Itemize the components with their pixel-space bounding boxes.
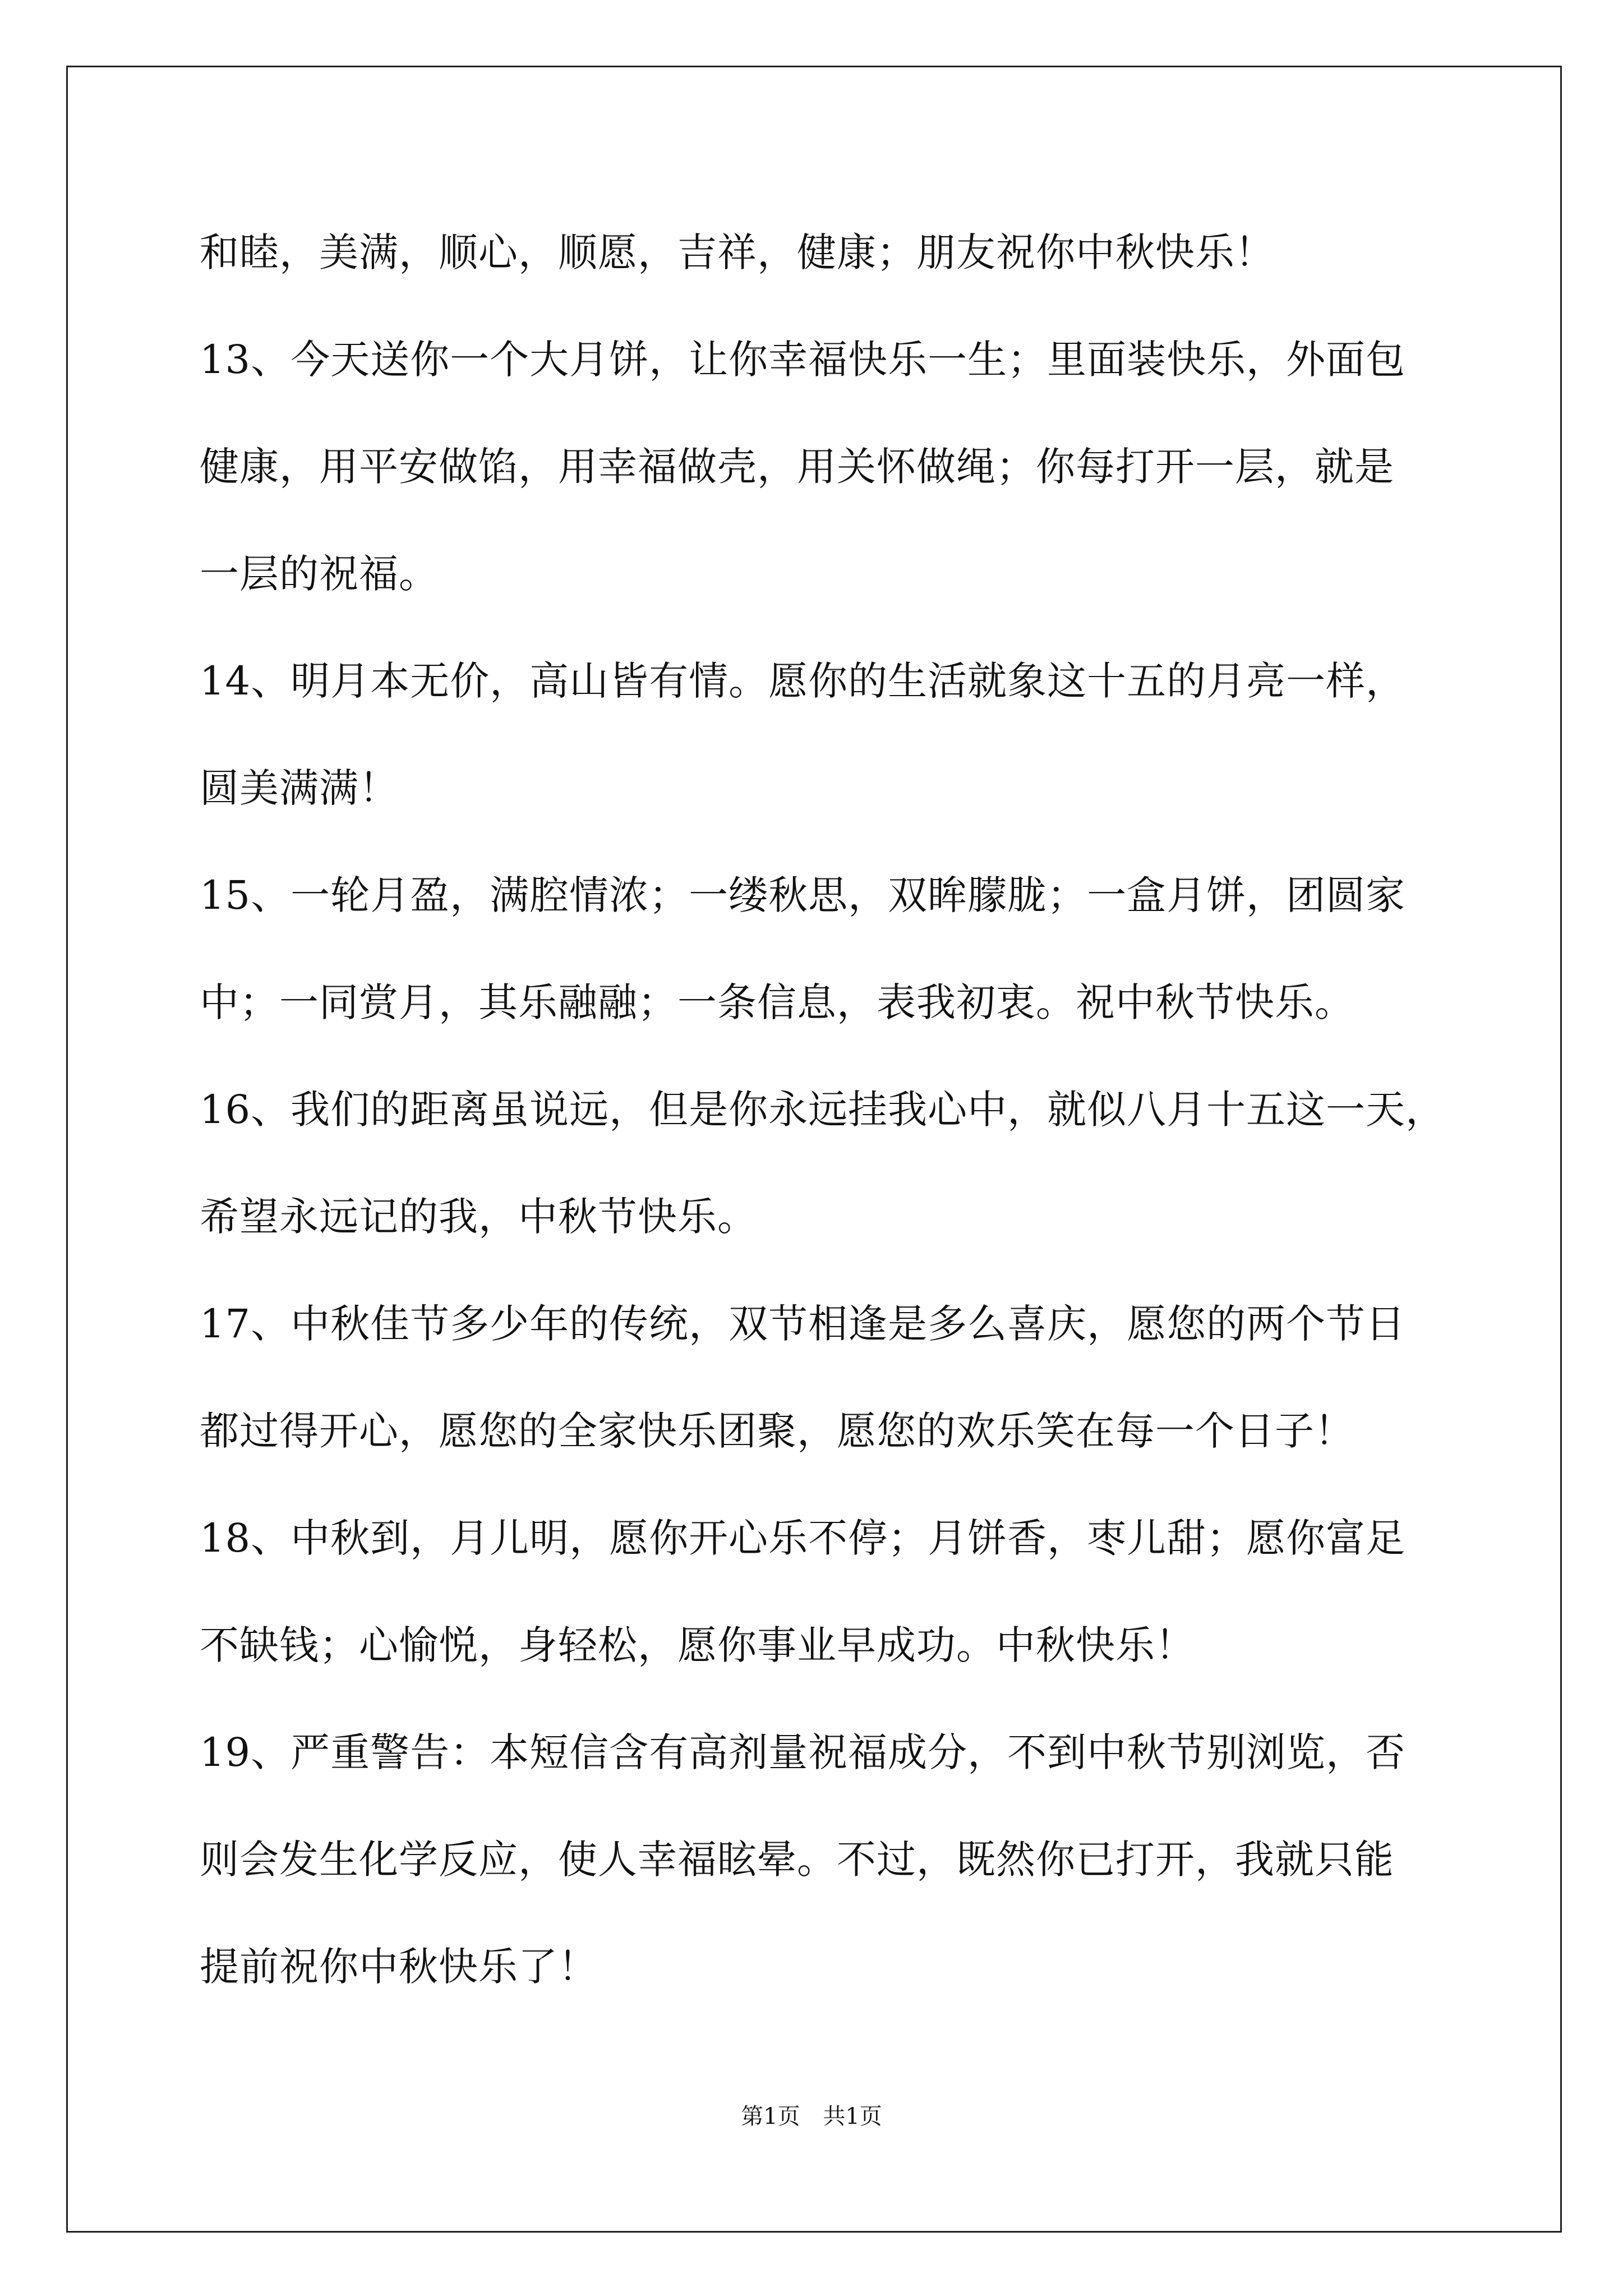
text-line: 中；一同赏月，其乐融融；一条信息，表我初衷。祝中秋节快乐。 [200,979,1354,1025]
text-line: 一层的祝福。 [200,551,439,597]
text-line: 17、中秋佳节多少年的传统，双节相逢是多么喜庆，愿您的两个节日 [200,1301,1406,1347]
text-line: 健康，用平安做馅，用幸福做壳，用关怀做绳；你每打开一层，就是 [200,444,1394,490]
text-line: 19、严重警告：本短信含有高剂量祝福成分，不到中秋节别浏览，否 [200,1729,1406,1775]
text-line: 14、明月本无价，高山皆有情。愿你的生活就象这十五的月亮一样， [200,658,1406,704]
page-count: 共1页 [823,2104,882,2129]
text-line: 和睦，美满，顺心，顺愿，吉祥，健康；朋友祝你中秋快乐！ [200,229,1275,275]
text-line: 圆美满满！ [200,765,399,811]
page-border [66,66,1562,2233]
text-line: 18、中秋到，月儿明，愿你开心乐不停；月饼香，枣儿甜；愿你富足 [200,1515,1406,1561]
text-line: 都过得开心，愿您的全家快乐团聚，愿您的欢乐笑在每一个日子！ [200,1408,1354,1454]
text-line: 15、一轮月盈，满腔情浓；一缕秋思，双眸朦胧；一盒月饼，团圆家 [200,872,1406,918]
text-line: 则会发生化学反应，使人幸福眩晕。不过，既然你已打开，我就只能 [200,1837,1394,1883]
page-number: 第1页 [741,2104,800,2129]
text-line: 16、我们的距离虽说远，但是你永远挂我心中，就似八月十五这一天， [200,1087,1446,1133]
text-line: 不缺钱；心愉悦，身轻松，愿你事业早成功。中秋快乐！ [200,1622,1195,1668]
text-line: 希望永远记的我，中秋节快乐。 [200,1194,757,1240]
page-footer [0,2102,1623,2131]
text-line: 13、今天送你一个大月饼，让你幸福快乐一生；里面装快乐，外面包 [200,337,1406,383]
text-line: 提前祝你中秋快乐了！ [200,1944,598,1990]
